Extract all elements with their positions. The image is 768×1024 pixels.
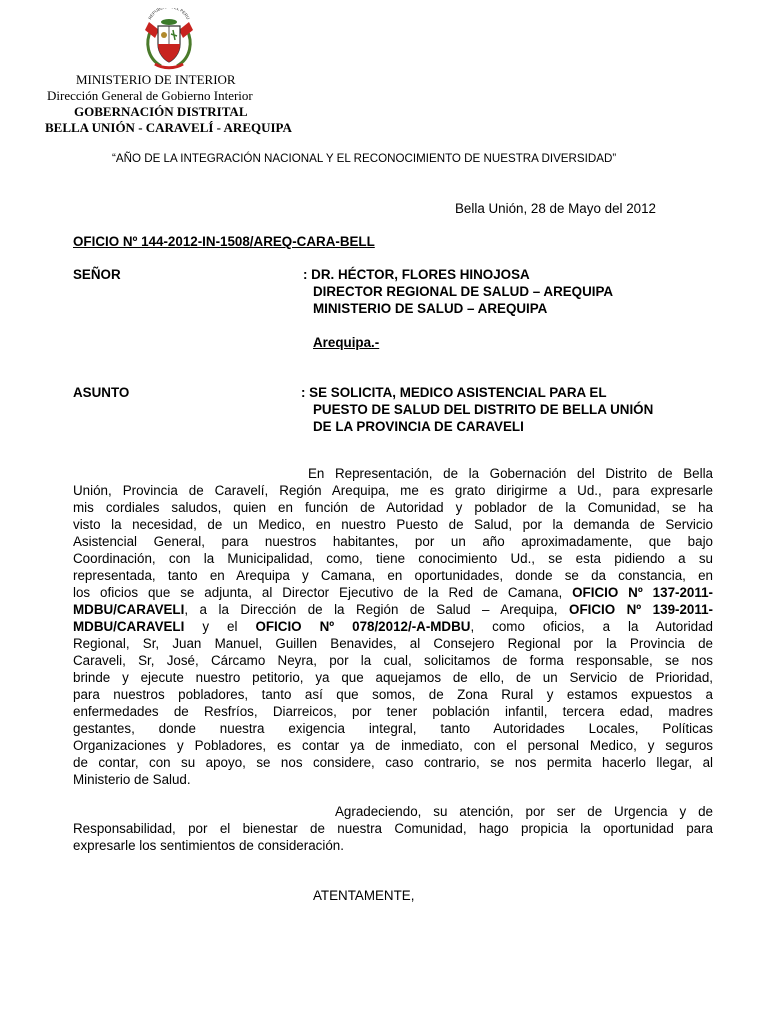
closing-line: expresarle los sentimientos de consideración. — [73, 838, 344, 853]
oficio-number: OFICIO Nº 144-2012-IN-1508/AREQ-CARA-BELL — [73, 234, 375, 249]
body-line: Regional, Sr, Juan Manuel, Guillen Benavides, al Consejero Regional por la Provincia de — [73, 636, 713, 651]
body-line — [73, 601, 713, 618]
recipient-name: : DR. HÉCTOR, FLORES HINOJOSA — [303, 267, 530, 282]
body-text: y el — [184, 619, 256, 634]
oficio-reference: OFICIO Nº 139-2011- — [569, 602, 713, 617]
subject-line-1: : SE SOLICITA, MEDICO ASISTENCIAL PARA EL — [301, 385, 607, 400]
oficio-reference: OFICIO Nº 137-2011- — [572, 585, 713, 600]
body-text: , a la Dirección de la Región de Salud – Arequipa, — [184, 602, 558, 617]
recipient-city: Arequipa.- — [313, 335, 380, 350]
body-line: representada, tanto en Arequipa y Camana, en oportunidades, donde se da constancia, en — [73, 568, 713, 583]
body-line — [73, 618, 713, 635]
body-line: Organizaciones y Pobladores, es contar ya de inmediato, con el personal Medico, y seguros — [73, 738, 713, 753]
governance-name: GOBERNACIÓN DISTRITAL — [74, 104, 248, 119]
recipient-label: SEÑOR — [73, 267, 121, 282]
closing-line: Responsabilidad, por el bienestar de nuestra Comunidad, hago propicia la oportunidad para — [73, 821, 713, 836]
date-line: Bella Unión, 28 de Mayo del 2012 — [455, 201, 656, 216]
body-line: de contar, con su apoyo, se nos considere, caso contrario, se nos permita hacerlo llegar, al — [73, 755, 713, 770]
body-line: visto la necesidad, de un Medico, en nuestro Puesto de Salud, por la demanda de Servicio — [73, 517, 713, 532]
oficio-reference: MDBU/CARAVELI — [73, 619, 185, 634]
subject-label: ASUNTO — [73, 385, 130, 400]
body-text: los oficios que se adjunta, al Director Ejecutivo de la Red de Camana, — [73, 585, 563, 600]
closing-line: Agradeciendo, su atención, por ser de Urgencia y de — [335, 804, 713, 819]
closing-paragraph — [73, 803, 713, 854]
body-line: mis cordiales saludos, quien en función de Autoridad y poblador de la Comunidad, se ha — [73, 500, 713, 515]
oficio-reference: MDBU/CARAVELI — [73, 602, 185, 617]
body-line: Ministerio de Salud. — [73, 772, 191, 787]
seal-text: REPUB L PERU — [147, 8, 191, 21]
svg-text:REPUBLICA DEL PERU — [147, 8, 191, 20]
recipient-institution: MINISTERIO DE SALUD – AREQUIPA — [313, 301, 548, 316]
body-line: Caraveli, Sr, José, Cárcamo Neyra, por la cual, solicitamos de forma responsable, se nos — [73, 653, 713, 668]
body-line: brinde y ejecute nuestro petitorio, ya que aquejamos de ello, de un Servicio de Prioridad, — [73, 670, 713, 685]
governance-location: BELLA UNIÓN - CARAVELÍ - AREQUIPA — [45, 120, 292, 135]
subject-line-3: DE LA PROVINCIA DE CARAVELI — [313, 419, 524, 434]
body-line: enfermedades de Resfríos, Diarreicos, por tener población infantil, tercera edad, madres — [73, 704, 713, 719]
year-motto: “AÑO DE LA INTEGRACIÓN NACIONAL Y EL RECONOCIMIENTO DE NUESTRA DIVERSIDAD” — [112, 152, 617, 165]
oficio-reference: OFICIO Nº 078/2012/-A-MDBU — [255, 619, 471, 634]
body-line: Asistencial General, para nuestros habitantes, por un año aproximadamente, que bajo — [73, 534, 713, 549]
recipient-title: DIRECTOR REGIONAL DE SALUD – AREQUIPA — [313, 284, 614, 299]
ministry-name: MINISTERIO DE INTERIOR — [76, 72, 236, 87]
body-text: , como oficios, a la Autoridad — [470, 619, 714, 634]
subject-line-2: PUESTO DE SALUD DEL DISTRITO DE BELLA UNIÓN — [313, 402, 654, 417]
signoff: ATENTAMENTE, — [313, 888, 415, 903]
body-paragraph — [73, 465, 713, 788]
body-line: Unión, Provincia de Caravelí, Región Arequipa, me es grato dirigirme a Ud., para expresarle — [73, 483, 713, 498]
body-line: En Representación, de la Gobernación del Distrito de Bella — [308, 466, 713, 481]
body-line: Coordinación, con la Municipalidad, como, tiene conocimiento Ud., se esta pidiendo a su — [73, 551, 713, 566]
body-line: para nuestros pobladores, tanto así que somos, de Zona Rural y estamos expuestos a — [73, 687, 713, 702]
body-line — [73, 584, 713, 601]
coat-of-arms-icon — [141, 8, 197, 72]
body-line: gestantes, donde nuestra exigencia integral, tanto Autoridades Locales, Políticas — [73, 721, 713, 736]
direction-name: Dirección General de Gobierno Interior — [47, 88, 253, 103]
